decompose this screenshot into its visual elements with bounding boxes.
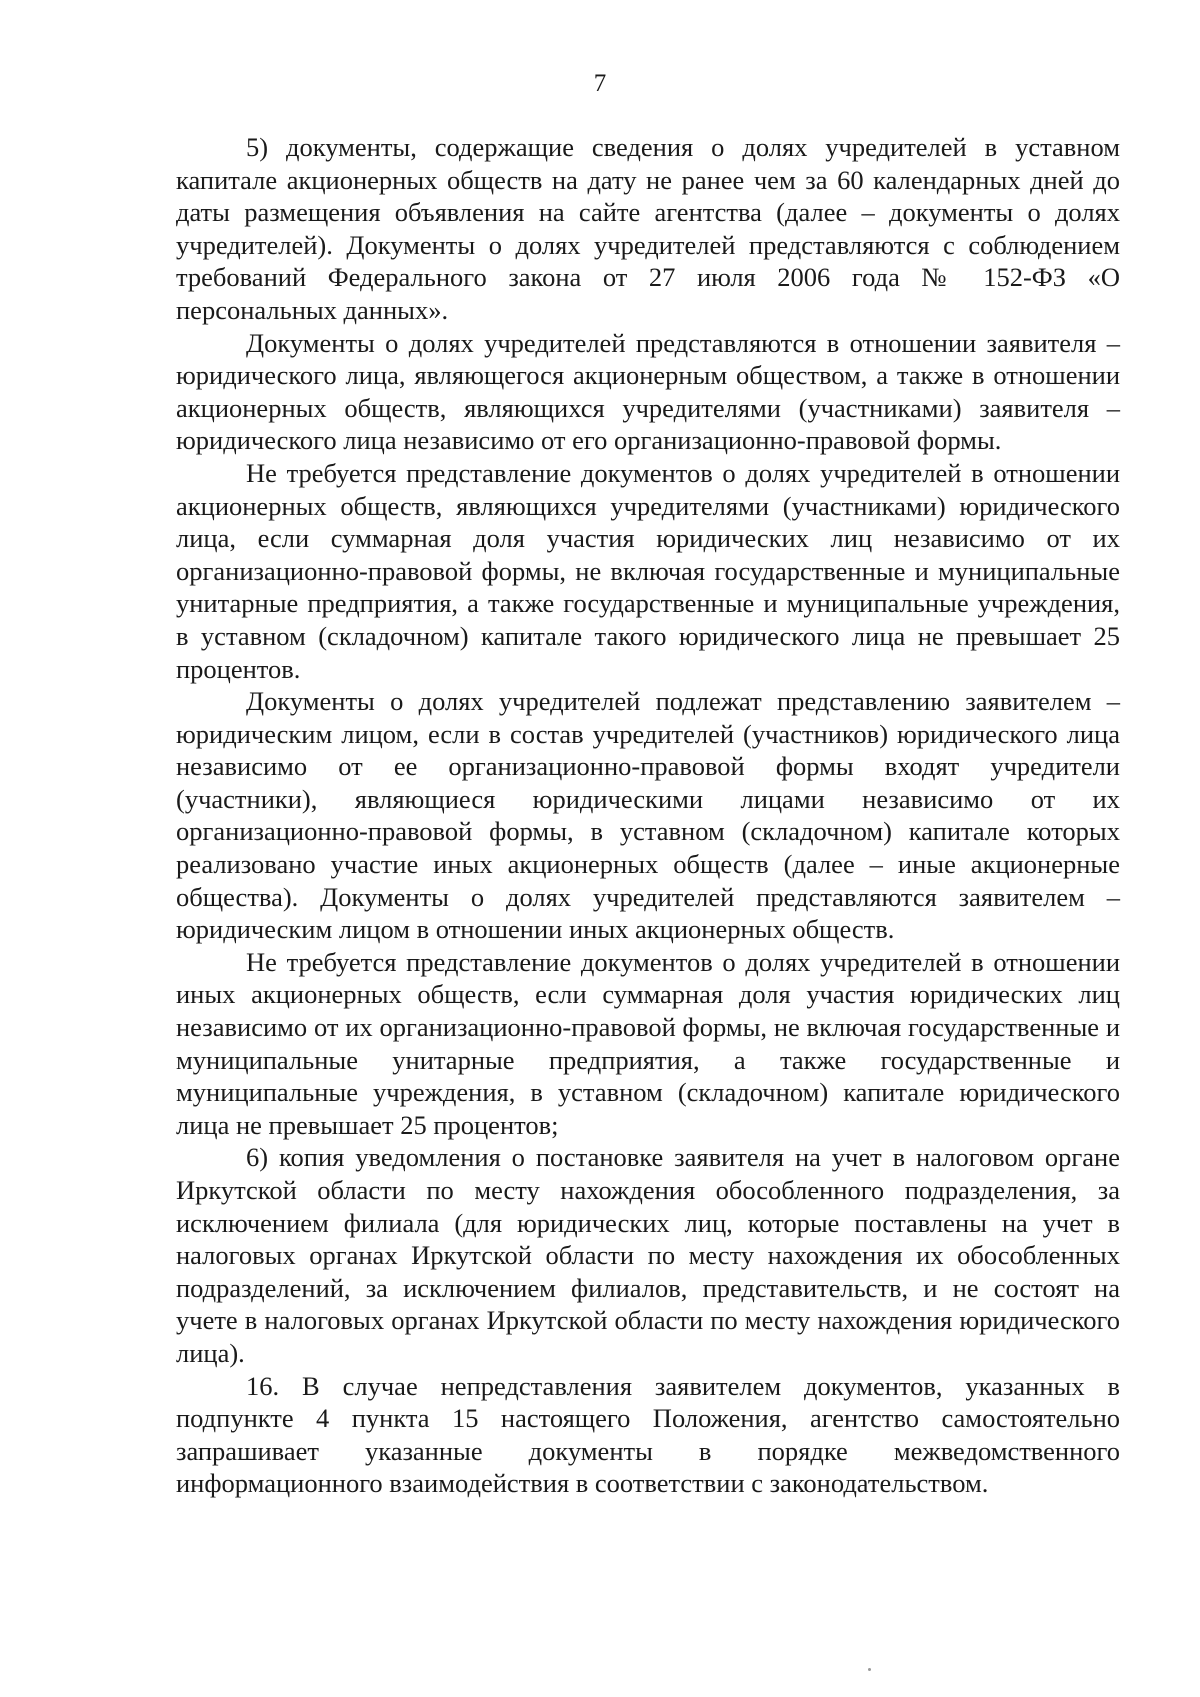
scan-artifact-dot — [868, 1668, 871, 1671]
paragraph-applicant-joint-stock: Документы о долях учредителей представляются в отношении заявителя – юридического лица, являющегося акционерным обществом, а также в отношении акционерных обществ, являющихся учредителями (участниками) заявителя – юридического лица независимо от его организационно-правовой формы. — [176, 327, 1120, 456]
paragraph-exemption-other-joint-stock: Не требуется представление документов о долях учредителей в отношении иных акционерных обществ, если суммарная доля участия юридических лиц независимо от их организационно-правовой формы, не включая государственные и муниципальные унитарные предприятия, а также государственные и муниципальные учреждения, в уставном (складочном) капитале юридического лица не превышает 25 процентов; — [176, 946, 1120, 1140]
document-body — [176, 131, 1120, 1500]
paragraph-item-6-tax-registration: 6) копия уведомления о постановке заявителя на учет в налоговом органе Иркутской области по месту нахождения обособленного подразделения, за исключением филиала (для юридических лиц, которые поставлены на учет в налоговых органах Иркутской области по месту нахождения их обособленных подразделений, за исключением филиалов, представительств, и не состоят на учете в налоговых органах Иркутской области по месту нахождения юридического лица). — [176, 1142, 1120, 1368]
page-number: 7 — [593, 70, 607, 97]
paragraph-section-16: 16. В случае непредставления заявителем документов, указанных в подпункте 4 пункта 15 настоящего Положения, агентство самостоятельно запрашивает указанные документы в порядке межведомственного информационного взаимодействия в соответствии с законодательством. — [176, 1370, 1120, 1499]
paragraph-item-5-shareholder-documents: 5) документы, содержащие сведения о долях учредителей в уставном капитале акционерных обществ на дату не ранее чем за 60 календарных дней до даты размещения объявления на сайте агентства (далее – документы о долях учредителей). Документы о долях учредителей представляются с соблюдением требований Федерального закона от 27 июля 2006 года № 152-ФЗ «О персональных данных». — [176, 132, 1120, 325]
paragraph-exemption-25-percent: Не требуется представление документов о долях учредителей в отношении акционерных обществ, являющихся учредителями (участниками) юридического лица, если суммарная доля участия юридических лиц независимо от их организационно-правовой формы, не включая государственные и муниципальные унитарные предприятия, а также государственные и муниципальные учреждения, в уставном (складочном) капитале такого юридического лица не превышает 25 процентов. — [176, 457, 1120, 684]
paragraph-other-joint-stock: Документы о долях учредителей подлежат представлению заявителем – юридическим лицом, если в состав учредителей (участников) юридического лица независимо от ее организационно-правовой формы входят учредители (участники), являющиеся юридическими лицами независимо от их организационно-правовой формы, в уставном (складочном) капитале которых реализовано участие иных акционерных обществ (далее – иные акционерные общества). Документы о долях учредителей представляются заявителем – юридическим лицом в отношении иных акционерных обществ. — [176, 686, 1120, 945]
